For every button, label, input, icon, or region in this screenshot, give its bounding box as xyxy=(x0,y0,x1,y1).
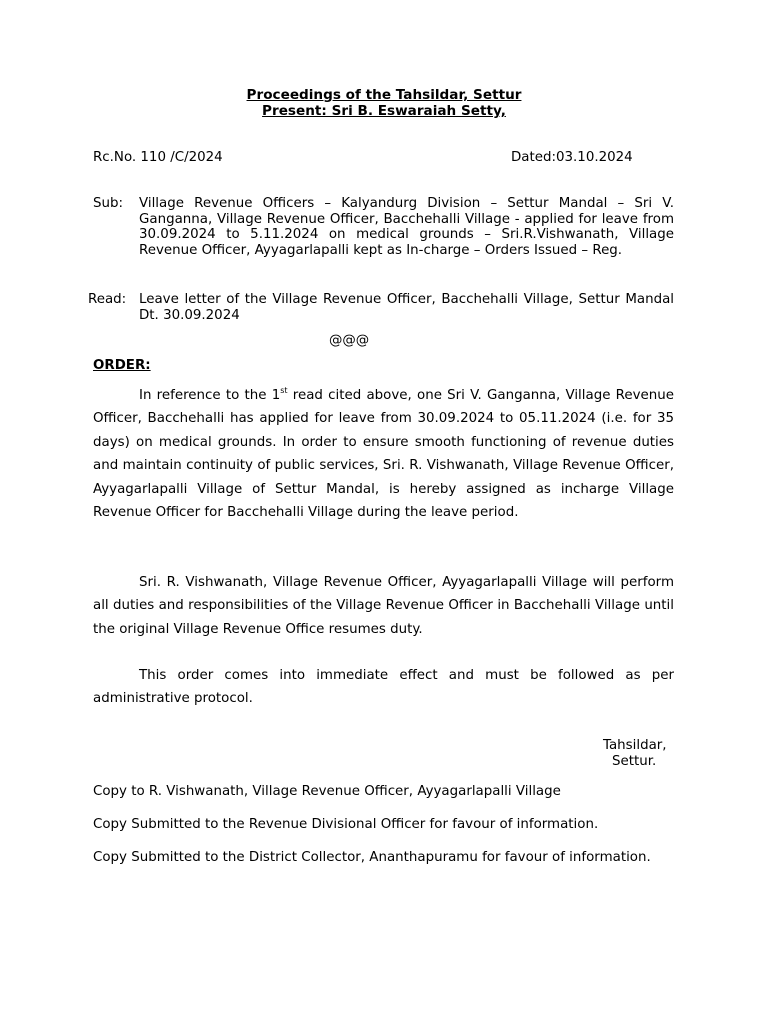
order-paragraph-3: This order comes into immediate effect and must be followed as per administrative protocol. xyxy=(93,668,674,707)
presiding-officer: Present: Sri B. Eswaraiah Setty, xyxy=(262,103,506,119)
subject-label: Sub: xyxy=(93,196,123,211)
subject-text: Village Revenue Officers – Kalyandurg Division – Settur Mandal – Sri V. Ganganna, Village Revenue Officer, Bacchehalli Village - applied for leave from 30.09.2024 to 5.11.2024 on medical grounds – Sri.R.Vishwanath, Village Revenue Officer, Ayyagarlapalli kept as In-charge – Orders Issued – Reg. xyxy=(139,196,674,258)
order-paragraph-1 xyxy=(93,384,674,524)
copy-line: Copy Submitted to the District Collector, Ananthapuramu for favour of information. xyxy=(93,850,651,865)
ordinal-suffix: st xyxy=(280,386,288,395)
copy-line: Copy Submitted to the Revenue Divisional Officer for favour of information. xyxy=(93,817,599,832)
order-paragraph-1-rest: read cited above, one Sri V. Ganganna, Village Revenue Officer, Bacchehalli has applied for leave from 30.09.2024 to 05.11.2024 (i.e. for 35 days) on medical grounds. In order to ensure smooth functioning of revenue duties and maintain continuity of public services, Sri. R. Vishwanath, Village Revenue Officer, Ayyagarlapalli Village of Settur Mandal, is hereby assigned as incharge Village Revenue Officer for Bacchehalli Village during the leave period. xyxy=(93,388,674,521)
order-heading: ORDER: xyxy=(93,358,151,373)
document-title: Proceedings of the Tahsildar, Settur xyxy=(246,87,522,103)
document-date: Dated:03.10.2024 xyxy=(511,150,633,165)
reference-number: Rc.No. 110 /C/2024 xyxy=(93,150,223,165)
order-paragraph-2: Sri. R. Vishwanath, Village Revenue Officer, Ayyagarlapalli Village will perform all duties and responsibilities of the Village Revenue Officer in Bacchehalli Village until the original Village Revenue Office resumes duty. xyxy=(93,575,674,637)
copy-line: Copy to R. Vishwanath, Village Revenue Officer, Ayyagarlapalli Village xyxy=(93,784,561,799)
read-text: Leave letter of the Village Revenue Officer, Bacchehalli Village, Settur Mandal Dt. 30.09.2024 xyxy=(139,292,674,323)
read-label: Read: xyxy=(88,292,127,307)
signature-designation: Tahsildar, xyxy=(603,738,667,753)
separator-mark: @@@ xyxy=(329,333,370,348)
signature-place: Settur. xyxy=(612,754,657,769)
order-paragraph-1-start: In reference to the 1 xyxy=(139,388,281,403)
